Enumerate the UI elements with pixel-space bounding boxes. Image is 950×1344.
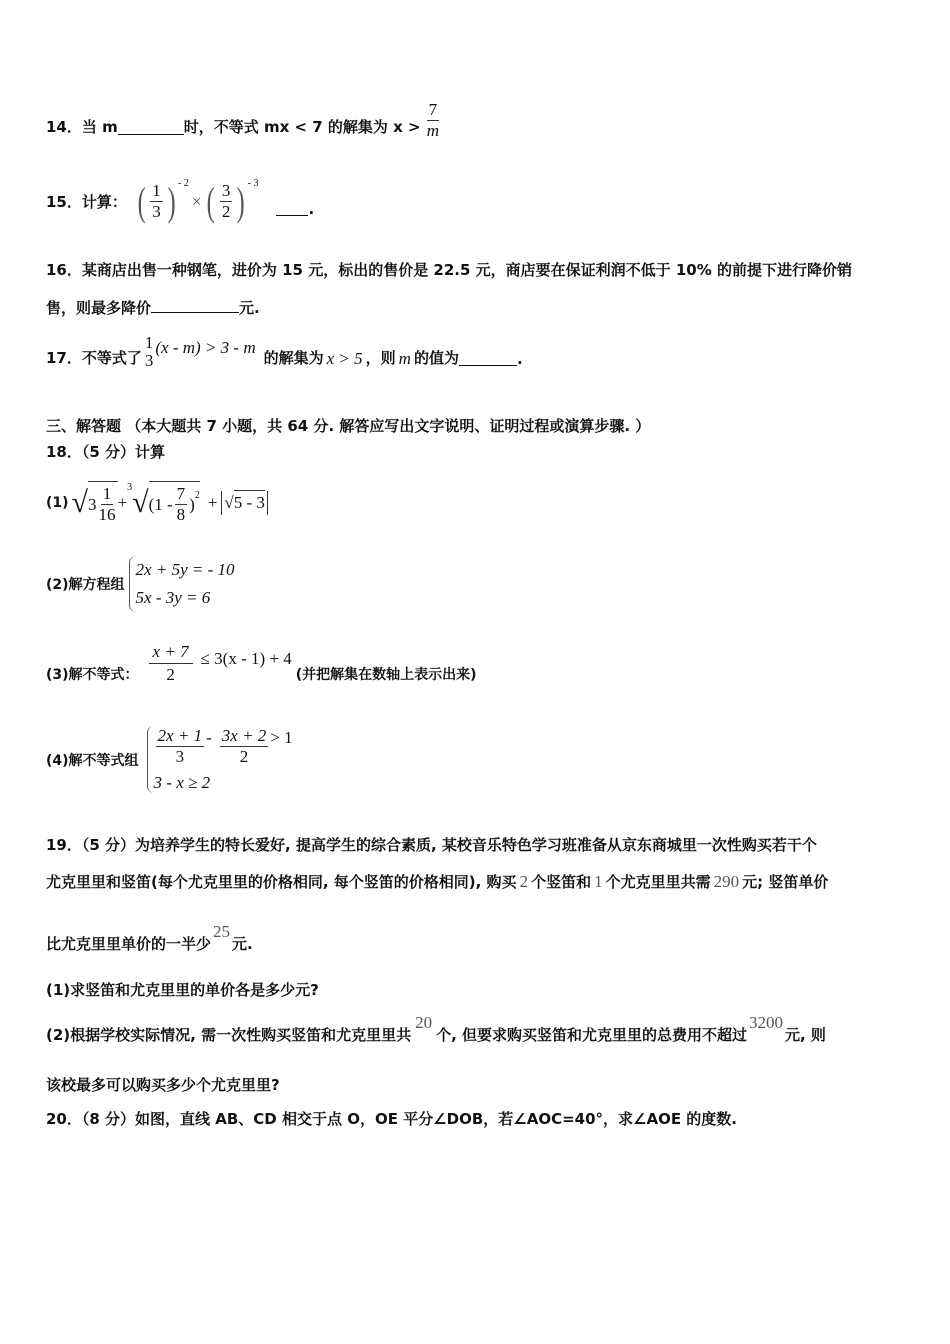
cbrt-icon: √ — [132, 486, 149, 519]
paren: ( — [207, 179, 216, 224]
q17-text-4: 的值为 — [413, 349, 459, 367]
answer-blank — [276, 201, 308, 216]
minus-sign: - — [206, 727, 212, 747]
answer-blank — [118, 120, 184, 135]
numerator: x + 7 — [149, 641, 193, 664]
equation-system — [136, 556, 235, 612]
text: 个尤克里里共需 — [605, 873, 711, 891]
section-title: 三、解答题 （本大题共 7 小题，共 64 分. 解答应写出文字说明、证明过程或演算步骤. ） — [46, 417, 651, 435]
q-number: 15． — [46, 193, 82, 211]
inequality-1 — [154, 726, 293, 767]
period: . — [516, 350, 523, 368]
numerator: 2x + 1 — [157, 726, 203, 745]
numerator: 7 — [428, 100, 438, 119]
numerator: 7 — [176, 484, 186, 503]
sqrt-icon: √ — [71, 486, 89, 519]
denominator: 3 — [144, 351, 154, 370]
denominator: m — [426, 121, 440, 140]
paren: ) — [167, 179, 176, 224]
number: 3200 — [749, 1013, 784, 1032]
expr-close: ) — [189, 494, 195, 514]
exponent: - 3 — [247, 178, 259, 189]
q18-part2 — [46, 556, 235, 612]
brace — [129, 556, 136, 612]
inequality-rhs: ≤ 3(x - 1) + 4 — [200, 648, 292, 668]
denominator: 2 — [221, 202, 231, 221]
equation-2: 5x - 3y = 6 — [135, 588, 211, 607]
gt-1: > 1 — [270, 727, 293, 747]
abs-expr: 5 - 3 — [234, 490, 265, 512]
paren: ( — [137, 179, 146, 224]
condition: x > 5 — [326, 349, 363, 368]
denominator: 3 — [152, 202, 161, 221]
inequality-2: 3 - x ≥ 2 — [153, 773, 211, 792]
text: 比尤克里里单价的一半少 — [46, 935, 212, 953]
exponent: - 2 — [178, 178, 189, 189]
question-16-line2 — [46, 298, 260, 318]
q-number: 14． — [46, 118, 82, 136]
q15-label: 计算： — [81, 193, 127, 211]
part-label: (1) — [46, 495, 69, 511]
denominator: 8 — [176, 505, 186, 524]
denominator: 2 — [239, 747, 249, 766]
q16-text: 售，则最多降价 — [46, 299, 152, 317]
q14-text-2: 时，不等式 mx < 7 的解集为 x > — [183, 118, 421, 136]
q18-part4 — [46, 726, 293, 793]
q18-part1: (1) √ 3 $\frac{1}{16}$ + 3 √ (1 - $\frac{7}{8}$ ) 2 + √5 - 3 — [46, 472, 268, 534]
equation-1: 2x + 5y = - 10 — [135, 560, 235, 579]
text: (2)根据学校实际情况, 需一次性购买竖笛和尤克里里共 — [46, 1026, 412, 1044]
numerator: 3 — [221, 181, 231, 200]
plus-sign: + — [117, 493, 128, 512]
plus-sign: + — [207, 493, 218, 512]
text: 个竖笛和 — [531, 873, 592, 891]
number: 2 — [519, 872, 529, 891]
numerator: 3x + 2 — [221, 726, 267, 745]
text: 尤克里里和竖笛(每个尤克里里的价格相同, 每个竖笛的价格相同), 购买 — [46, 873, 517, 891]
times-sign: × — [191, 191, 202, 211]
question-19-sub1: (1)求竖笛和尤克里里的单价各是多少元? — [46, 981, 319, 999]
q14-fraction — [427, 100, 440, 141]
integer-part: 3 — [88, 494, 97, 514]
numerator: 1 — [102, 484, 112, 503]
text: 元, 则 — [785, 1026, 826, 1044]
number: 290 — [713, 872, 740, 891]
denominator: 2 — [166, 665, 175, 684]
q17-text: 17．不等式了 — [46, 349, 142, 367]
q18-part2-label: (2)解方程组 — [46, 577, 125, 593]
q18-part3 — [46, 641, 477, 686]
numerator: 1 — [144, 333, 154, 352]
brace — [147, 726, 154, 793]
question-20: 20．（8 分）如图，直线 AB、CD 相交于点 O，OE 平分∠DOB，若∠AOC=40°，求∠AOE 的度数. — [46, 1110, 737, 1128]
text: 元. — [232, 935, 253, 953]
numerator: 1 — [152, 181, 161, 200]
question-19-line1: 19．（5 分）为培养学生的特长爱好, 提高学生的综合素质, 某校音乐特色学习班准备从京东商城里一次性购买若干个 — [46, 836, 817, 854]
root-index: 3 — [127, 482, 133, 493]
answer-blank — [151, 298, 239, 313]
q17-text-3: ，则 — [365, 349, 396, 367]
number: 20 — [415, 1013, 433, 1032]
question-18-title: 18．（5 分）计算 — [46, 443, 166, 461]
q14-text: 当 m — [81, 118, 118, 136]
question-15 — [46, 178, 314, 225]
q18-part3-note: (并把解集在数轴上表示出来) — [295, 667, 477, 683]
question-19-sub2 — [46, 1013, 826, 1045]
q18-part4-label: (4)解不等式组 — [46, 752, 139, 769]
question-14 — [46, 100, 441, 141]
exponent: 2 — [194, 490, 200, 501]
paren: ) — [236, 179, 245, 224]
denominator: 16 — [98, 505, 116, 524]
question-19-line2 — [46, 872, 828, 892]
denominator: 3 — [175, 747, 185, 766]
period: . — [308, 199, 315, 218]
q18-part3-label: (3)解不等式： — [46, 667, 139, 683]
variable: m — [398, 349, 411, 368]
answer-blank — [459, 351, 517, 366]
q17-text-2: 的解集为 — [263, 349, 324, 367]
text: 元; 竖笛单价 — [742, 873, 829, 891]
number: 25 — [213, 922, 231, 941]
q16-text-2: 元. — [239, 299, 260, 317]
question-19-sub2-line2: 该校最多可以购买多少个尤克里里? — [46, 1076, 280, 1094]
question-16-line1: 16．某商店出售一种钢笔，进价为 15 元，标出的售价是 22.5 元，商店要在保证利润不低于 10% 的前提下进行降价销 — [46, 261, 852, 279]
question-17 — [46, 334, 523, 370]
text: 个, 但要求购买竖笛和尤克里里的总费用不超过 — [436, 1026, 748, 1044]
expr: (1 - — [148, 494, 173, 514]
expression: (x - m) > 3 - m — [155, 338, 256, 357]
number: 1 — [594, 872, 603, 891]
question-19-line3 — [46, 922, 253, 954]
inequality-system — [154, 726, 293, 793]
